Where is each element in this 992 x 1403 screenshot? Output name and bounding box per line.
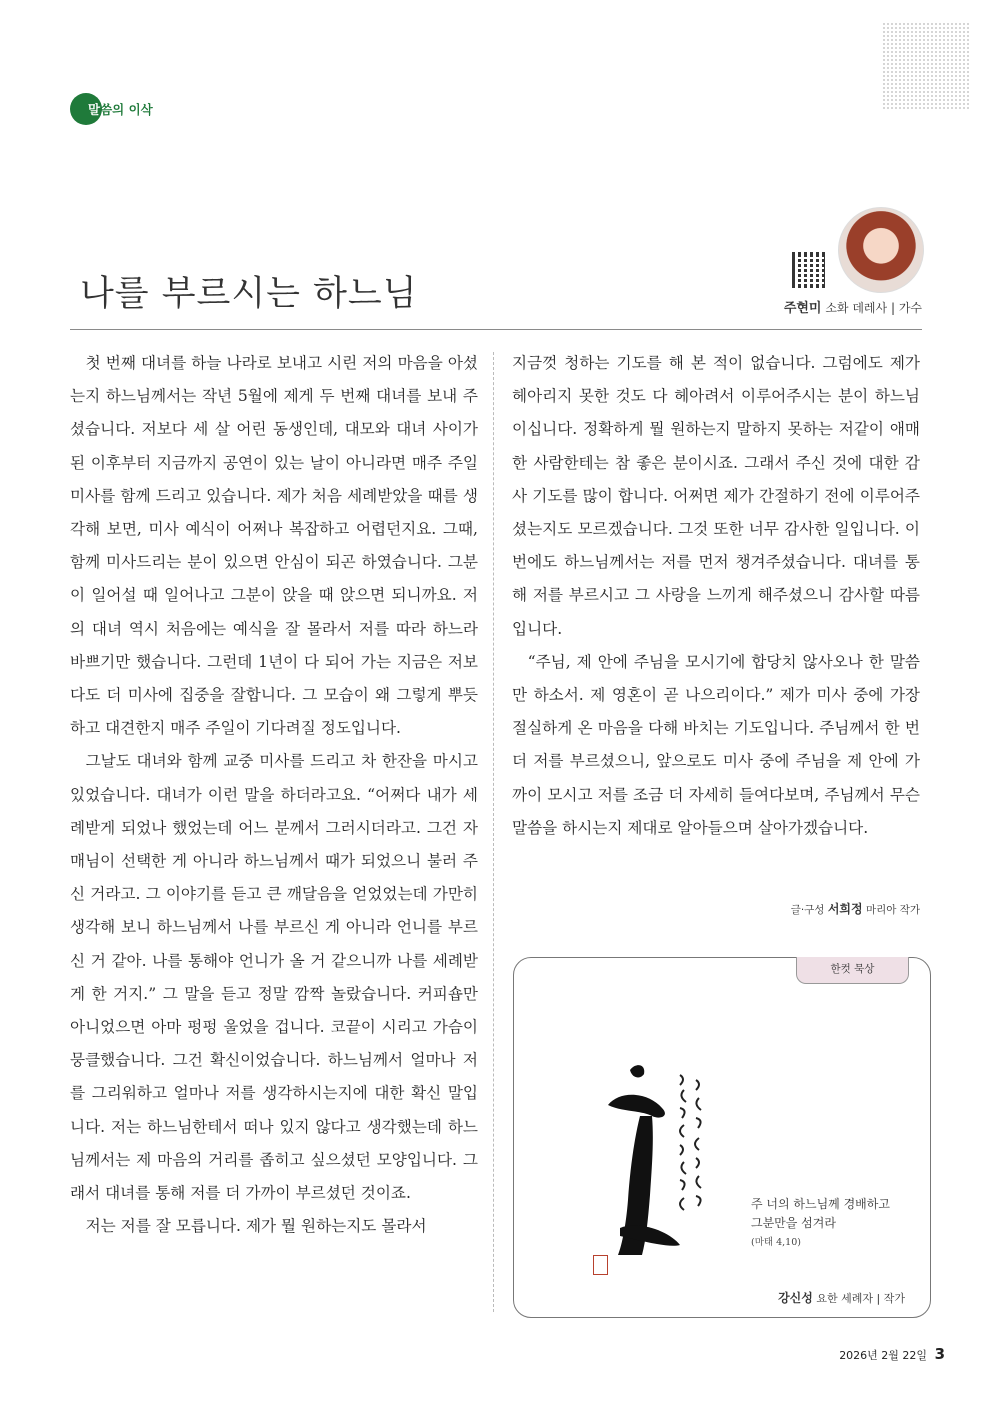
author-role: 소화 데레사 (825, 301, 888, 315)
artist-role: 요한 세례자 (816, 1292, 874, 1305)
body-column-right (512, 347, 920, 845)
section-tag (70, 93, 153, 125)
corner-dot-pattern (882, 22, 969, 109)
verse-line: 그분만을 섬겨라 (751, 1216, 836, 1230)
paragraph-continued: 지금껏 청하는 기도를 해 본 적이 없습니다. 그럼에도 제가 헤아리지 못한 것도 다 헤아려서 이루어주시는 분이 하느님이십니다. 정확하게 뭘 원하는지 말하지 못하는 저같이 애매한 사람한테는 참 좋은 분이시죠. 그래서 주신 것에 대한 감사 기도를 많이 합니다. 어쩌면 제가 간절하기 전에 이루어주셨는지도 모르겠습니다. 그것 또한 너무 감사한 일입니다. 이번에도 하느님께서는 저를 먼저 챙겨주셨습니다. 대녀를 통해 저를 부르시고 그 사랑을 느끼게 해주셨으니 감사할 따름입니다. (512, 354, 920, 638)
artist-job: 작가 (883, 1292, 905, 1305)
artist-seal (593, 1255, 608, 1275)
author-byline (784, 297, 922, 316)
page-number: 3 (934, 1345, 945, 1363)
body-column-left (70, 347, 478, 1243)
artist-separator: | (876, 1292, 881, 1305)
author-name: 주현미 (783, 301, 822, 316)
meditation-tab: 한컷 묵상 (796, 957, 909, 984)
author-photo (838, 207, 924, 293)
article-title: 나를 부르시는 하느님 (80, 274, 418, 314)
verse-line: 주 너의 하느님께 경배하고 (751, 1197, 890, 1211)
column-divider (493, 352, 494, 1312)
author-job: 가수 (898, 301, 922, 315)
artist-credit (778, 1289, 905, 1306)
page-footer (839, 1345, 945, 1363)
qr-code-pattern (796, 256, 824, 284)
title-divider (70, 329, 922, 330)
verse-reference: (마태 4,10) (751, 1237, 801, 1248)
meditation-verse (751, 1195, 890, 1252)
paragraph: 그날도 대녀와 함께 교중 미사를 드리고 차 한잔을 마시고 있었습니다. 대녀가 이런 말을 하더라고요. “어쩌다 내가 세례받게 되었나 했었는데 어느 분께서 그러시더라고. 그건 자매님이 선택한 게 아니라 하느님께서 때가 되었으니 불러 주신 거라고. 그 이야기를 듣고 큰 깨달음을 얻었었는데 가만히 생각해 보니 하느님께서 나를 부르신 게 아니라 언니를 부르신 거 같아. 나를 통해야 언니가 올 거 같으니까 나를 세례받게 한 거지.” 그 말을 듣고 정말 깜짝 놀랐습니다. 커피숍만 아니었으면 아마 펑펑 울었을 겁니다. 코끝이 시리고 가슴이 뭉클했습니다. 그건 확신이었습니다. 하느님께서 얼마나 저를 그리워하고 얼마나 저를 생각하시는지에 대한 확신 말입니다. 저는 하느님한테서 떠나 있지 않다고 생각했는데 하느님께서는 제 마음의 거리를 좁히고 싶으셨던 모양입니다. 그래서 대녀를 통해 저를 더 가까이 부르셨던 것이죠. (70, 752, 478, 1203)
writer-credit: 글·구성 서희정 마리아 작가 (790, 902, 920, 916)
paragraph: 첫 번째 대녀를 하늘 나라로 보내고 시린 저의 마음을 아셨는지 하느님께서는 작년 5월에 제게 두 번째 대녀를 보내 주셨습니다. 저보다 세 살 어린 동생인데, 대모와 대녀 사이가 된 이후부터 지금까지 공연이 있는 날이 아니라면 매주 주일미사를 함께 드리고 있습니다. 제가 처음 세례받았을 때를 생각해 보면, 미사 예식이 어쩌나 복잡하고 어렵던지요. 그때, 함께 미사드리는 분이 있으면 안심이 되곤 하였습니다. 그분이 일어설 때 일어나고 그분이 앉을 때 앉으면 되니까요. 저의 대녀 역시 처음에는 예식을 잘 몰라서 저를 따라 하느라 바쁘기만 했습니다. 그런데 1년이 다 되어 가는 지금은 저보다도 더 미사에 집중을 잘합니다. 그 모습이 왜 그렇게 뿌듯하고 대견한지 매주 주일이 기다려질 정도입니다. (70, 354, 478, 738)
calligraphy-artwork (600, 1050, 710, 1260)
issue-date: 2026년 2월 22일 (839, 1349, 928, 1362)
author-separator: | (890, 301, 895, 315)
paragraph: “주님, 제 안에 주님을 모시기에 합당치 않사오나 한 말씀만 하소서. 제 영혼이 곧 나으리이다.” 제가 미사 중에 가장 절실하게 온 마음을 다해 바치는 기도입니다. 주님께서 한 번 더 저를 부르셨으니, 앞으로도 미사 중에 주님을 제 안에 가까이 모시고 저를 조금 더 자세히 들여다보며, 주님께서 무슨 말씀을 하시는지 제대로 알아들으며 살아가겠습니다. (512, 652, 920, 837)
meditation-box (513, 957, 931, 1318)
artist-name: 강신성 (778, 1291, 813, 1305)
section-tag-label: 말씀의 이삭 (88, 102, 153, 117)
paragraph: 저는 저를 잘 모릅니다. 제가 뭘 원하는지도 몰라서 (85, 1217, 427, 1236)
